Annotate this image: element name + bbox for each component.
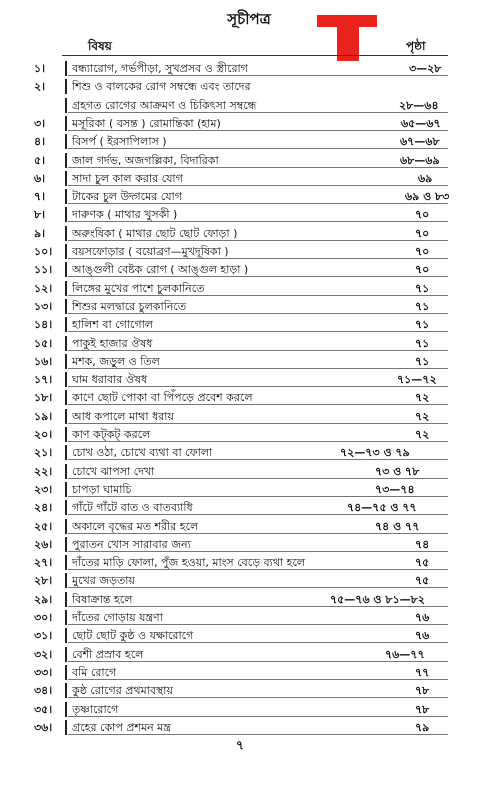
row-divider-bar	[65, 61, 67, 76]
row-divider-bar	[65, 519, 67, 534]
row-divider-bar	[65, 537, 67, 552]
toc-entry-pages: ৭৭	[415, 665, 430, 679]
row-divider-bar	[65, 482, 67, 497]
toc-entry-subject: শিশুর মলদ্বারে চুলকানিতে	[72, 299, 187, 313]
toc-entry-subject: মশক, জড়ুল ও তিল	[72, 354, 160, 368]
toc-entry-subject: কুষ্ঠ রোগের প্রথমাবস্থায়	[72, 684, 173, 698]
toc-entry-number: ২৭।	[34, 556, 53, 570]
column-header-page: পৃষ্ঠা	[406, 39, 426, 53]
row-divider-bar	[65, 573, 67, 588]
row-divider-bar	[65, 500, 67, 515]
toc-entry-subject: মুখের জড়তায়	[72, 574, 135, 588]
toc-entry-subject: বেশী প্রস্রাব হলে	[72, 647, 144, 661]
toc-entry-subject: হালিশ বা গোগোল	[72, 318, 154, 332]
toc-entry-subject: ছোট ছোট কুষ্ঠ ও যক্ষারোগে	[72, 629, 194, 643]
toc-entry-subject: লিঙ্গের মুখের পাশে চুলকানিতে	[72, 281, 205, 295]
toc-entry-pages: ৭২—৭৩ ও ৭৯	[340, 446, 410, 460]
toc-entry-subject: গ্রহগত রোগের আক্রমণ ও চিকিৎসা সম্বন্ধে	[72, 98, 257, 112]
toc-entry-number: ১৬।	[34, 354, 53, 368]
toc-entry-pages: ৬৯ ও ৮৩	[405, 190, 450, 204]
toc-entry-number: ৩৫।	[34, 702, 53, 716]
row-divider-bar	[65, 592, 67, 607]
toc-entry-subject: আধ কপালে মাথা ধরায়	[72, 409, 174, 423]
toc-entry-pages: ৬৭—৬৮	[400, 135, 440, 149]
row-divider-bar	[65, 720, 67, 735]
toc-entry-subject: অকালে বৃদ্ধের মত শরীর হলে	[72, 519, 199, 533]
row-divider-bar	[65, 336, 67, 351]
row-divider-bar	[65, 98, 67, 113]
row-divider-bar	[65, 390, 67, 405]
toc-entry-pages: ৭১	[415, 281, 430, 295]
toc-entry-subject: গ্রহের কোপ প্রশমন মন্ত্র	[72, 720, 171, 734]
row-divider-bar	[65, 464, 67, 479]
toc-entry-pages: ৭৫	[415, 574, 430, 588]
row-divider-bar	[65, 354, 67, 369]
toc-entry-number: ৪।	[34, 135, 46, 149]
row-divider-bar	[65, 116, 67, 131]
toc-entry-subject: চাপড়া ঘামাচি	[72, 482, 132, 496]
toc-entry-pages: ৭৮	[415, 702, 430, 716]
toc-entry-number: ১৪।	[34, 318, 53, 332]
toc-entry-number: ১৩।	[34, 299, 53, 313]
toc-entry-number: ২২।	[34, 464, 53, 478]
toc-entry-subject: কাণ কট্‌কট্‌ করলে	[72, 428, 151, 441]
toc-entry-number: ১১।	[34, 263, 53, 277]
toc-entry-pages: ৭৮	[415, 684, 430, 698]
toc-entry-subject: ঘাম ধরাবার ঔষধ	[72, 373, 148, 387]
toc-entry-subject: চোখ ওঠা, চোখে ব্যথা বা ফোলা	[72, 446, 213, 460]
toc-entry-subject: বয়সফোড়ার ( বয়োব্রণ—মুখদূষিকা )	[72, 245, 229, 258]
toc-entry-pages: ৭০	[415, 263, 430, 277]
row-divider-bar	[65, 171, 67, 186]
row-divider-bar	[65, 628, 67, 643]
toc-entry-subject: জাল গর্দভ, অজগল্লিকা, বিদারিকা	[72, 153, 219, 167]
toc-entry-number: ১৭।	[34, 373, 53, 387]
toc-entry-pages: ৭৪ ও ৭৭	[375, 519, 420, 533]
toc-entry-number: ২৮।	[34, 574, 53, 588]
toc-entry-pages: ৭১	[415, 354, 430, 368]
toc-entry-subject: গাঁটে গাঁটে বাত ও বাতব্যাধি	[72, 501, 193, 515]
row-divider-bar	[65, 189, 67, 204]
toc-entry-number: ৩৬।	[34, 720, 53, 734]
row-divider-bar	[65, 79, 67, 94]
toc-entry-number: ৩৩।	[34, 665, 53, 679]
toc-entry-subject: বন্ধ্যারোগ, গর্ভপীড়া, সুখপ্রসব ও স্ত্রীরোগ	[72, 62, 248, 75]
toc-entry-pages: ৬৯	[418, 171, 433, 185]
toc-entry-pages: ৭১	[415, 299, 430, 313]
toc-entry-subject: তৃষ্ণারোগে	[72, 702, 119, 716]
row-divider-bar	[65, 153, 67, 168]
toc-entry-subject: বিষাক্রান্ত হলে	[72, 592, 133, 606]
toc-entry-subject: দারুণক ( মাথার খুসকী )	[72, 208, 178, 222]
toc-entry-subject: সাদা চুল কাল করার যোগ	[72, 171, 183, 185]
toc-entry-pages: ৭৪—৭৫ ও ৭৭	[347, 501, 417, 515]
toc-entry-pages: ৩—২৮	[409, 62, 442, 75]
toc-entry-pages: ৭২	[415, 391, 430, 405]
row-divider-bar	[65, 244, 67, 259]
row-divider-bar	[65, 409, 67, 424]
toc-entry-subject: পাকুই হাজার ঔষধ	[72, 336, 153, 350]
toc-entry-pages: ৭৯	[415, 720, 430, 734]
toc-entry-subject: টাকের চুল উদ্গমের যোগ	[72, 190, 182, 204]
toc-entry-number: ১২।	[34, 281, 53, 295]
toc-entry-subject: বিসর্প ( ইরসাপিলাস )	[72, 135, 167, 149]
toc-entry-pages: ৭৪	[415, 537, 430, 551]
row-divider-bar	[65, 372, 67, 387]
row-divider-bar	[65, 262, 67, 277]
toc-entry-number: ২৪।	[34, 501, 53, 515]
page-title: সূচীপত্র	[227, 10, 271, 28]
toc-entry-subject: বমি রোগে	[72, 665, 117, 679]
toc-entry-number: ১৯।	[34, 409, 53, 423]
toc-entry-number: ৬।	[34, 171, 46, 185]
toc-entry-number: ৩২।	[34, 647, 53, 661]
toc-entry-number: ৫।	[34, 153, 46, 167]
row-divider-bar	[65, 226, 67, 241]
toc-entry-subject: মসূরিকা ( বসন্ত ) রোমান্তিকা (হাম)	[72, 116, 221, 130]
toc-entry-number: ৭।	[34, 190, 46, 204]
row-divider-bar	[65, 665, 67, 680]
toc-entry-pages: ৬৫—৬৭	[401, 116, 441, 130]
toc-entry-pages: ২৮—৬৪	[399, 98, 439, 112]
toc-entry-pages: ৭০	[415, 226, 430, 240]
row-divider-bar	[65, 647, 67, 662]
toc-entry-pages: ৭৩—৭৪	[375, 482, 415, 496]
toc-entry-number: ১৫।	[34, 336, 53, 350]
row-divider-bar	[65, 317, 67, 332]
toc-entry-pages: ৭১	[415, 318, 430, 332]
footer-page-number: ৭	[236, 738, 244, 752]
toc-entry-number: ৩।	[34, 116, 46, 130]
toc-entry-number: ১০।	[34, 245, 53, 258]
toc-entry-pages: ৭১	[415, 336, 430, 350]
toc-entry-subject: আঙ্গুলী বেষ্টক রোগ ( আঙ্গুল হাড়া )	[72, 263, 249, 277]
row-divider-bar	[65, 445, 67, 460]
toc-entry-subject: পুরাতন খোস সারাবার জন্য	[72, 537, 191, 551]
toc-entry-pages: ৭৫—৭৬ ও ৮১—৮২	[330, 592, 425, 606]
row-divider-bar	[65, 299, 67, 314]
row-divider-bar	[65, 207, 67, 222]
toc-entry-number: ৮।	[34, 208, 46, 222]
toc-entry-pages: ৭৫	[415, 556, 430, 570]
toc-entry-pages: ৭৬	[415, 611, 430, 624]
toc-entry-number: ২৯।	[34, 592, 53, 606]
toc-entry-number: ২।	[34, 80, 46, 94]
toc-entry-pages: ৭৬	[415, 629, 430, 643]
row-divider-bar	[65, 683, 67, 698]
toc-entry-pages: ৭০	[415, 208, 430, 222]
toc-entry-number: ৯।	[34, 226, 46, 240]
toc-entry-subject: অরুংষিকা ( মাথার ছোট ছোট ফোড়া )	[72, 226, 238, 240]
column-header-subject: বিষয়	[88, 39, 112, 53]
toc-entry-number: ২১।	[34, 446, 53, 460]
toc-entry-subject: দাঁতের গোড়ায় যন্ত্রণা	[72, 611, 163, 624]
row-divider-bar	[65, 134, 67, 149]
toc-entry-pages: ৭৩ ও ৭৮	[375, 464, 420, 478]
toc-entry-pages: ৭২	[415, 409, 430, 423]
row-divider-bar	[65, 281, 67, 296]
toc-entry-pages: ৭১—৭২	[397, 373, 437, 387]
toc-entry-number: ৩৪।	[34, 684, 53, 698]
toc-entry-number: ২৩।	[34, 482, 53, 496]
toc-entry-pages: ৭২	[415, 428, 430, 441]
toc-entry-subject: দাঁতের মাড়ি ফোলা, পুঁজ হওয়া, মাংস বেড়ে ব্যথা হলে	[72, 556, 306, 570]
toc-entry-number: ৩১।	[34, 629, 53, 643]
toc-entry-number: ২৬।	[34, 537, 53, 551]
toc-entry-pages: ৭৬—৭৭	[385, 647, 425, 661]
toc-entry-pages: ৬৮—৬৯	[400, 153, 440, 167]
toc-entry-subject: কাণে ছোট পোকা বা পিঁপড়ে প্রবেশ করলে	[72, 391, 253, 405]
toc-entry-subject: চোখে ঝাপসা দেখা	[72, 464, 155, 478]
row-divider-bar	[65, 610, 67, 625]
toc-entry-number: ২৫।	[34, 519, 53, 533]
header-rule	[62, 55, 448, 56]
toc-entry-number: ৩০।	[34, 611, 53, 624]
row-divider-bar	[65, 702, 67, 717]
toc-entry-pages: ৭০	[415, 245, 430, 258]
row-rule	[68, 734, 448, 735]
row-divider-bar	[65, 427, 67, 442]
toc-entry-number: ১৮।	[34, 391, 53, 405]
toc-entry-subject: শিশু ও বালকের রোগ সম্বন্ধে এবং তাদের	[72, 80, 251, 94]
row-divider-bar	[65, 555, 67, 570]
toc-entry-number: ১।	[34, 62, 46, 75]
toc-entry-number: ২০।	[34, 428, 53, 441]
